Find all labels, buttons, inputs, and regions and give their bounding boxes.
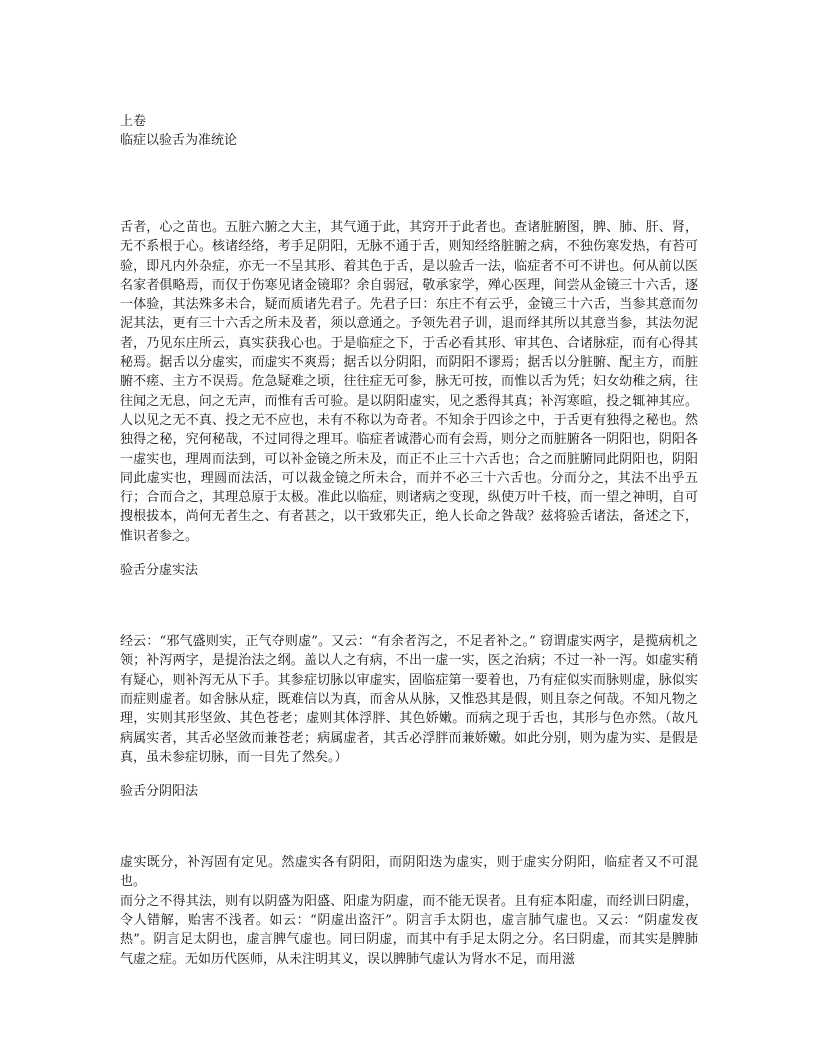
body-paragraph: 舌者，心之苗也。五脏六腑之大主，其气通于此，其窍开于此者也。查诸脏腑图，脾、肺、肝、肾，无不系根于心。核诸经络，考手足阴阳，无脉不通于舌，则知经络脏腑之病，不独伤寒发热，有苔可验，即凡内外杂症，亦无一不呈其形、着其色于舌，是以验舌一法，临症者不可不讲也。何从前以医名家者俱略焉，而仅于伤寒见诸金镜耶？余自弱冠，敬承家学，殚心医理，间尝从金镜三十六舌，逐一体验，其法殊多未合，疑而质诸先君子。先君子曰：东庄不有云乎，金镜三十六舌，当参其意而勿泥其法，更有三十六舌之所未及者，须以意通之。予领先君子训，退而绎其所以其意当参，其法勿泥者，乃见东庄所云，真实获我心也。于是临症之下，于舌必看其形、审其色、合诸脉症，而有心得其秘焉。据舌以分虚实，而虚实不爽焉；据舌以分阴阳，而阴阳不谬焉；据舌以分脏腑、配主方，而脏腑不瘥、主方不误焉。危急疑难之顷，往往症无可参，脉无可按，而惟以舌为凭；妇女幼稚之病，往往闻之无息，问之无声，而惟有舌可验。是以阴阳虚实，见之悉得其真；补泻寒暄，投之辄神其应。人以见之无不真、投之无不应也，未有不称以为奇者。不知余于四诊之中，于舌更有独得之秘也。然独得之秘，究何秘哉，不过同得之理耳。临症者诚潜心而有会焉，则分之而脏腑各一阴阳也，阴阳各一虚实也，理周而法到，可以补金镜之所未及，而正不止三十六舌也；合之而脏腑同此阴阳也，阴阳同此虚实也，理圆而法活，可以裁金镜之所未合，而并不必三十六舌也。分而分之，其法不出乎五行；合而合之，其理总原于太极。准此以临症，则诸病之变现，纵使万叶千枝，而一望之神明，自可搜根拔本，尚何无者生之、有者甚之，以干致邪失正，绝人长命之咎哉？兹将验舌诸法，备述之下，惟识者参之。 (120, 220, 698, 544)
spacer (120, 150, 698, 218)
section-heading: 验舌分虚实法 (120, 563, 199, 579)
document-page (120, 113, 698, 969)
spacer (120, 546, 698, 562)
page-title: 临症以验舌为准统论 (120, 133, 238, 148)
spacer (120, 580, 698, 632)
spacer (120, 767, 698, 783)
body-paragraph: 经云：“邪气盛则实，正气夺则虚”。又云：“有余者泻之，不足者补之。” 窃谓虚实两字，是揽病机之领；补泻两字，是提治法之纲。盖以人之有病，不出一虚一实，医之治病；不过一补一泻。如虚实稍有疑心，则补泻无从下手。其参症切脉以审虚实，固临症第一要着也，乃有症似实而脉则虚，脉似实而症则虚者。如舍脉从症，既难信以为真，而舍从从脉，又惟恐其是假，则且奈之何哉。不知凡物之理，实则其形坚敛、其色苍老；虚则其体浮胖、其色娇嫩。而病之现于舌也，其形与色亦然。（故凡病属实者，其舌必坚敛而兼苍老；病属虚者，其舌必浮胖而兼娇嫩。如此分别，则为虚为实、是假是真，虽未参症切脉，而一目先了然矣。） (120, 634, 698, 765)
volume-label: 上卷 (120, 114, 147, 129)
body-paragraph: 虚实既分，补泻固有定见。然虚实各有阴阳，而阴阳迭为虚实，则于虚实分阴阳，临症者又不可混也。 (120, 855, 698, 890)
spacer (120, 801, 698, 853)
section-heading: 验舌分阴阳法 (120, 784, 199, 800)
body-paragraph: 而分之不得其法，则有以阴盛为阳盛、阳虚为阴虚，而不能无误者。且有症本阳虚，而经训曰阴虚，令人错解，贻害不浅者。如云：“阴虚出盗汗”。阴言手太阴也，虚言肺气虚也。又云：“阴虚发夜热”。阴言足太阴也，虚言脾气虚也。同曰阴虚，而其中有手足太阴之分。名曰阴虚，而其实是脾肺气虚之症。无如历代医师，从未注明其义，误以脾肺气虚认为肾水不足，而用滋 (120, 893, 698, 967)
